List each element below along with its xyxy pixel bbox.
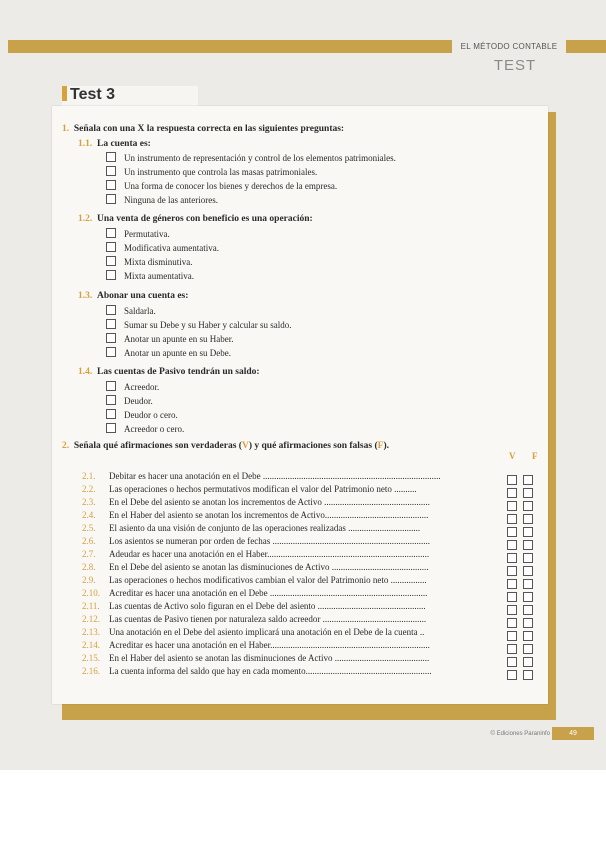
statement-row [82,639,506,651]
statement-text: Las cuentas de Activo solo figuran en el Debe del asiento ................................................ [109,601,426,611]
option[interactable] [106,409,178,421]
subquestion-prompt: Las cuentas de Pasivo tendrán un saldo: [97,367,260,377]
subquestion-1-2 [78,214,313,224]
header-band-right [566,40,606,53]
option[interactable] [106,152,396,164]
test-title-text: Test 3 [70,86,116,103]
statement-text: Acreditar es hacer una anotación en el Haber....................................................................... [109,640,430,650]
statement-row [82,574,506,586]
option-label: Saldarla. [124,306,156,316]
statement-text: El asiento da una visión de conjunto de las operaciones realizadas ................................ [109,523,421,533]
checkbox[interactable] [106,194,116,204]
statement-number: 2.14. [82,640,100,650]
statement-text: Las operaciones o hechos modificativos cambian el valor del Patrimonio neto ................ [109,575,427,585]
option-label: Un instrumento que controla las masas patrimoniales. [124,167,318,177]
statement-row [82,483,506,495]
option-label: Acreedor o cero. [124,424,185,434]
statement-text: Las operaciones o hechos permutativos modifican el valor del Patrimonio neto .......... [109,484,417,494]
checkbox[interactable] [106,423,116,433]
true-marker: V [241,441,249,451]
option-label: Sumar su Debe y su Haber y calcular su saldo. [124,320,292,330]
section-label: EL MÉTODO CONTABLE [460,42,558,51]
checkbox-v[interactable] [507,670,517,680]
statement-text: Debitar es hacer una anotación en el Debe ............................................................................... [109,471,441,481]
statement-row [82,561,506,573]
statement-row [82,626,506,638]
subquestion-number: 1.4. [78,367,93,377]
test-title [62,86,115,104]
title-bar [62,86,67,101]
statement-row [82,665,506,677]
statement-number: 2.15. [82,653,100,663]
statement-number: 2.9. [82,575,96,585]
option-label: Un instrumento de representación y control de los elementos patrimoniales. [124,153,396,163]
statement-text: Adeudar es hacer una anotación en el Haber........................................................................ [109,549,430,559]
statement-row [82,535,506,547]
statement-number: 2.5. [82,523,96,533]
question-1 [62,124,344,134]
checkbox[interactable] [106,166,116,176]
statement-row [82,496,506,508]
question-2 [62,441,389,451]
statement-row [82,509,506,521]
option-label: Acreedor. [124,382,160,392]
subquestion-1-3 [78,291,188,301]
option-label: Deudor. [124,396,153,406]
statement-row [82,470,506,482]
option[interactable] [106,347,231,359]
option[interactable] [106,228,170,240]
statement-text: Acreditar es hacer una anotación en el Debe ...................................................................... [109,588,428,598]
statement-row [82,587,506,599]
option[interactable] [106,333,233,345]
option[interactable] [106,270,194,282]
question-prompt-b: ) y qué afirmaciones son falsas ( [248,441,378,451]
column-header-v: V [509,451,516,461]
option-label: Mixta disminutiva. [124,257,193,267]
statement-text: En el Debe del asiento se anotan las disminuciones de Activo ........................................... [109,562,429,572]
statement-number: 2.11. [82,601,100,611]
question-prompt: Señala con una X la respuesta correcta en las siguientes preguntas: [73,124,345,134]
statement-text: La cuenta informa del saldo que hay en cada momento........................................................ [109,666,432,676]
statement-number: 2.7. [82,549,96,559]
checkbox[interactable] [106,333,116,343]
statement-row [82,613,506,625]
subquestion-number: 1.1. [78,139,93,149]
subquestion-number: 1.2. [78,214,93,224]
statement-text: Los asientos se numeran por orden de fechas ...................................................................... [109,536,430,546]
checkbox[interactable] [106,395,116,405]
statement-row [82,652,506,664]
header-band [8,40,452,53]
statement-number: 2.4. [82,510,96,520]
checkbox[interactable] [106,270,116,280]
option-label: Una forma de conocer los bienes y derechos de la empresa. [124,181,338,191]
option-label: Anotar un apunte en su Haber. [124,334,234,344]
option-label: Permutativa. [124,229,170,239]
statement-row [82,522,506,534]
statement-number: 2.6. [82,536,96,546]
vf-boxes [507,666,539,684]
option[interactable] [106,423,184,435]
option-label: Deudor o cero. [124,410,178,420]
statement-text: Una anotación en el Debe del asiento implicará una anotación en el Debe de la cuenta .. [109,627,425,637]
statement-row [82,548,506,560]
option[interactable] [106,166,317,178]
option[interactable] [106,194,218,206]
checkbox[interactable] [106,319,116,329]
option[interactable] [106,381,159,393]
checkbox[interactable] [106,242,116,252]
statement-number: 2.1. [82,471,96,481]
statement-text: En el Debe del asiento se anotan los incrementos de Activo ............................................... [109,497,430,507]
subquestion-prompt: La cuenta es: [97,139,151,149]
option[interactable] [106,256,193,268]
option-label: Ninguna de las anteriores. [124,195,218,205]
option[interactable] [106,180,337,192]
page-number: 49 [552,727,594,740]
option-label: Modificativa aumentativa. [124,243,219,253]
question-prompt-c: ). [383,441,389,451]
checkbox[interactable] [106,152,116,162]
subquestion-1-4 [78,367,260,377]
statement-number: 2.10. [82,588,100,598]
statement-text: Las cuentas de Pasivo tienen por naturaleza saldo acreedor .............................................. [109,614,427,624]
statement-number: 2.16. [82,666,100,676]
checkbox[interactable] [106,381,116,391]
column-header-f: F [532,451,538,461]
checkbox-f[interactable] [523,670,533,680]
checkbox[interactable] [106,180,116,190]
statement-number: 2.3. [82,497,96,507]
statement-number: 2.13. [82,627,100,637]
statement-text: En el Haber del asiento se anotan las disminuciones de Activo .......................................... [109,653,430,663]
subquestion-1-1 [78,139,151,149]
section-title: TEST [493,57,537,74]
option-label: Anotar un apunte en su Debe. [124,348,231,358]
subquestion-prompt: Una venta de géneros con beneficio es una operación: [97,214,313,224]
publisher-credit: © Ediciones Paraninfo [490,731,550,737]
subquestion-number: 1.3. [78,291,93,301]
statement-row [82,600,506,612]
option[interactable] [106,319,291,331]
option[interactable] [106,395,153,407]
option[interactable] [106,242,219,254]
checkbox[interactable] [106,409,116,419]
question-prompt-a: Señala qué afirmaciones son verdaderas ( [73,441,242,451]
option-label: Mixta aumentativa. [124,271,194,281]
checkbox[interactable] [106,228,116,238]
option[interactable] [106,305,156,317]
statement-number: 2.8. [82,562,96,572]
statement-number: 2.12. [82,614,100,624]
checkbox[interactable] [106,347,116,357]
statement-number: 2.2. [82,484,96,494]
checkbox[interactable] [106,305,116,315]
false-marker: F [377,441,384,451]
subquestion-prompt: Abonar una cuenta es: [97,291,189,301]
checkbox[interactable] [106,256,116,266]
question-number: 1. [62,124,70,134]
question-number: 2. [62,441,70,451]
statement-text: En el Haber del asiento se anotan los incrementos de Activo.............................................. [109,510,429,520]
